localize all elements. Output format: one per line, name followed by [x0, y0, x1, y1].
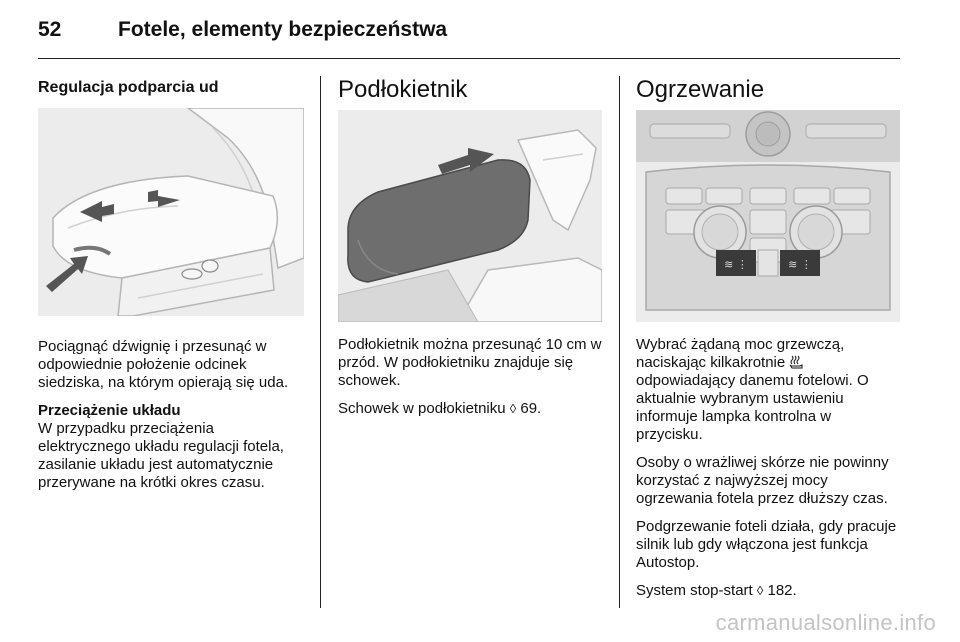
page-header — [38, 18, 900, 58]
section-seat-heating — [636, 76, 900, 610]
section-heading-armrest: Podłokietnik — [338, 76, 468, 103]
paragraph-sensitive-skin-warning: Osoby o wrażliwej skórze nie powinny korzystać z najwyższej mocy ogrzewania fotela przez dłuższy czas. — [636, 454, 889, 507]
paragraph-armrest-description: Podłokietnik można przesunąć 10 cm w przód. W podłokietniku znajduje się schowek. — [338, 336, 602, 389]
section-armrest — [338, 76, 602, 428]
paragraph-thigh-support-instructions: Pociągnąć dźwignię i przesunąć w odpowiednie położenie odcinek siedziska, na którym opierają się uda. — [38, 338, 289, 391]
page-ref-link[interactable]: 69. — [520, 400, 542, 417]
section-thigh-support — [38, 76, 304, 502]
svg-text:≋ ⋮: ≋ ⋮ — [788, 258, 812, 271]
subheading-system-overload: Przeciążenie układu — [38, 402, 181, 419]
page-title: Fotele, elementy bezpieczeństwa — [118, 18, 448, 41]
ref-text: System stop-start — [636, 582, 753, 599]
section-heading-thigh-support: Regulacja podparcia ud — [38, 79, 219, 96]
climate-control-panel-illustration — [636, 110, 900, 322]
ref-text: Schowek w podłokietniku — [338, 400, 506, 417]
section-heading-seat-heating: Ogrzewanie — [636, 76, 765, 103]
page-ref-arrow-icon: ◊ — [509, 401, 517, 416]
watermark: carmanualsonline.info — [715, 610, 936, 635]
paragraph-stop-start-ref — [636, 582, 900, 600]
column-divider-2 — [619, 76, 620, 608]
heating-instruction-text: Wybrać żądaną moc grzewczą, naciskając kilkakrotnie — [636, 336, 845, 371]
svg-text:≋ ⋮: ≋ ⋮ — [724, 258, 748, 271]
paragraph-heating-operation: Podgrzewanie foteli działa, gdy pracuje silnik lub gdy włączona jest funkcja Autostop. — [636, 518, 897, 571]
seat-heating-icon — [789, 355, 803, 369]
page-ref-arrow-icon: ◊ — [756, 583, 764, 598]
header-divider — [38, 58, 900, 59]
armrest-illustration — [338, 110, 602, 322]
heating-instruction-continued: odpowiadający danemu fotelowi. O aktualnie wybranym ustawieniu informuje lampka kontrolna w przycisku. — [636, 372, 869, 443]
paragraph-heating-instructions — [636, 336, 900, 444]
column-divider-1 — [320, 76, 321, 608]
paragraph-system-overload: W przypadku przeciążenia elektrycznego układu regulacji fotela, zasilanie układu jest automatycznie przerywane na krótki okres czasu. — [38, 420, 284, 491]
seat-thigh-support-illustration — [38, 108, 304, 316]
paragraph-armrest-storage-ref — [338, 400, 602, 418]
page-ref-link[interactable]: 182. — [767, 582, 797, 599]
page-number: 52 — [38, 18, 62, 41]
